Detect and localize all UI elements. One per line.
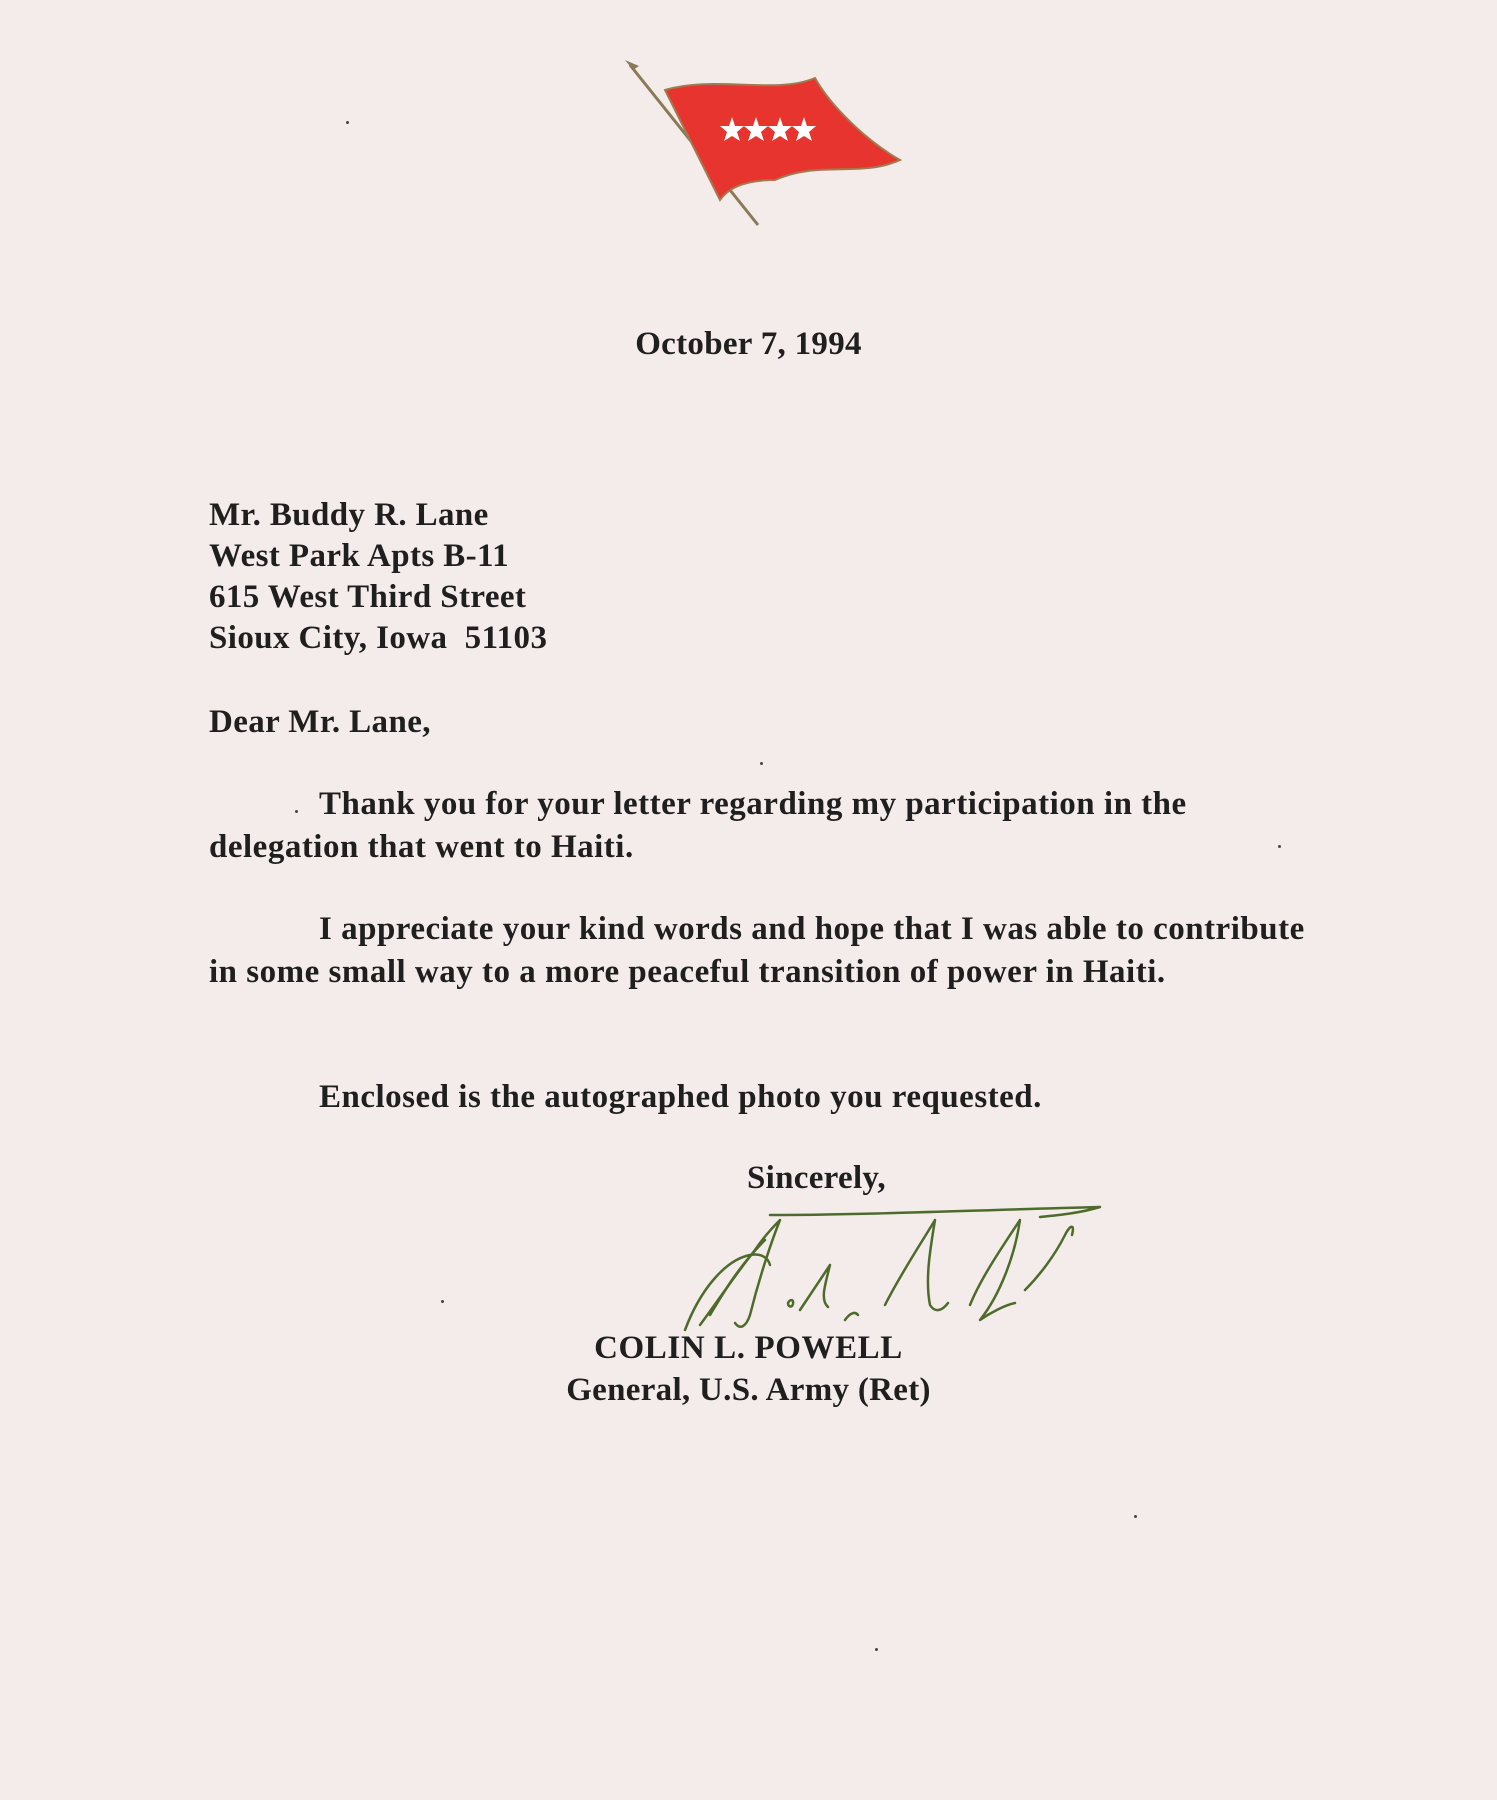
closing: Sincerely, [747, 1160, 886, 1196]
body-paragraph-2: I appreciate your kind words and hope that I was able to contribute in some small way to a more peaceful transition of power in Haiti. [209, 911, 1305, 990]
signer-title: General, U.S. Army (Ret) [566, 1372, 931, 1408]
recipient-name: Mr. Buddy R. Lane [209, 497, 489, 533]
paper-speck [875, 1648, 878, 1651]
recipient-address-line1: West Park Apts B-11 [209, 538, 510, 574]
paper-speck [1278, 845, 1281, 848]
paper-speck [295, 810, 298, 813]
paper-speck [441, 1300, 444, 1303]
body-paragraph-3: Enclosed is the autographed photo you requested. [319, 1079, 1042, 1115]
body-paragraph-1: Thank you for your letter regarding my participation in the delegation that went to Haiti. [209, 786, 1187, 865]
paper-speck [760, 762, 763, 765]
recipient-address [209, 495, 547, 659]
recipient-city-state-zip: Sioux City, Iowa 51103 [209, 620, 548, 656]
signer-name: COLIN L. POWELL [594, 1330, 903, 1366]
recipient-address-line2: 615 West Third Street [209, 579, 527, 615]
paper-speck [346, 121, 349, 124]
salutation: Dear Mr. Lane, [209, 704, 431, 740]
signature-icon [680, 1195, 1110, 1340]
letter-date: October 7, 1994 [635, 326, 862, 362]
paper-speck [1134, 1515, 1137, 1518]
four-star-general-flag-icon [625, 60, 905, 230]
